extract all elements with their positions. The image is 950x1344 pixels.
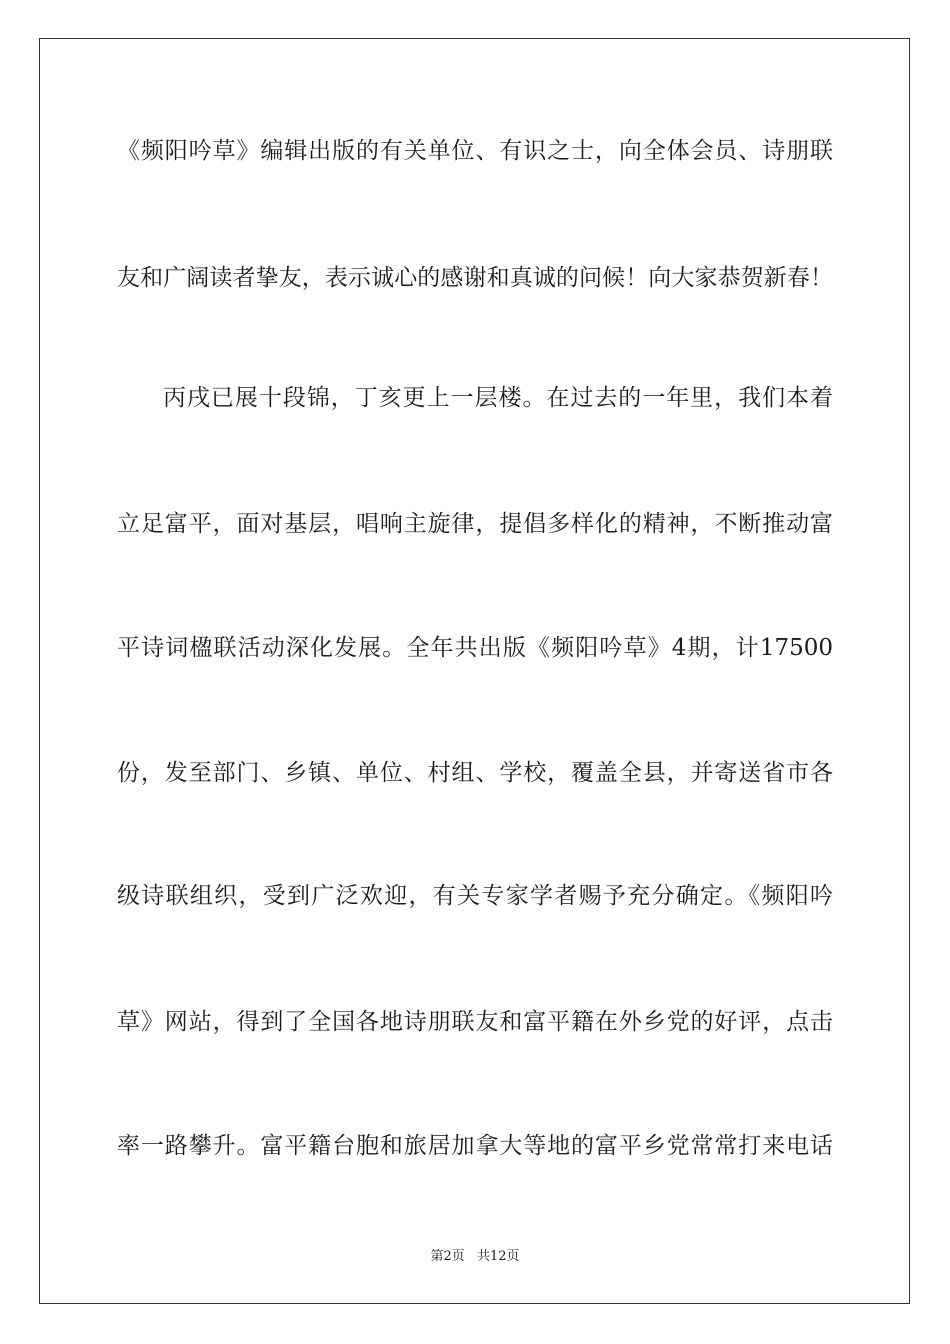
- text-line: 草》网站，得到了全国各地诗朋联友和富平籍在外乡党的好评，点击: [117, 1009, 833, 1035]
- text-line: 级诗联组织，受到广泛欢迎，有关专家学者赐予充分确定。《频阳吟: [117, 883, 833, 909]
- text-line: 立足富平，面对基层，唱响主旋律，提倡多样化的精神，不断推动富: [117, 511, 833, 537]
- page-footer: [0, 1248, 950, 1266]
- paragraph-start-line: 丙戌已展十段锦，丁亥更上一层楼。在过去的一年里，我们本着: [163, 385, 833, 411]
- page-number: 第2页: [430, 1249, 465, 1264]
- text-line: 友和广阔读者挚友，表示诚心的感谢和真诚的问候！向大家恭贺新春！: [117, 265, 833, 291]
- text-line: 率一路攀升。富平籍台胞和旅居加拿大等地的富平乡党常常打来电话: [117, 1133, 833, 1159]
- page-total: 共12页: [476, 1249, 520, 1264]
- text-line: 《频阳吟草》编辑出版的有关单位、有识之士，向全体会员、诗朋联: [117, 138, 833, 164]
- text-line: 份，发至部门、乡镇、单位、村组、学校，覆盖全县，并寄送省市各: [117, 760, 833, 786]
- text-line: 平诗词楹联活动深化发展。全年共出版《频阳吟草》4期，计17500: [117, 635, 833, 661]
- page-border: [39, 38, 910, 1304]
